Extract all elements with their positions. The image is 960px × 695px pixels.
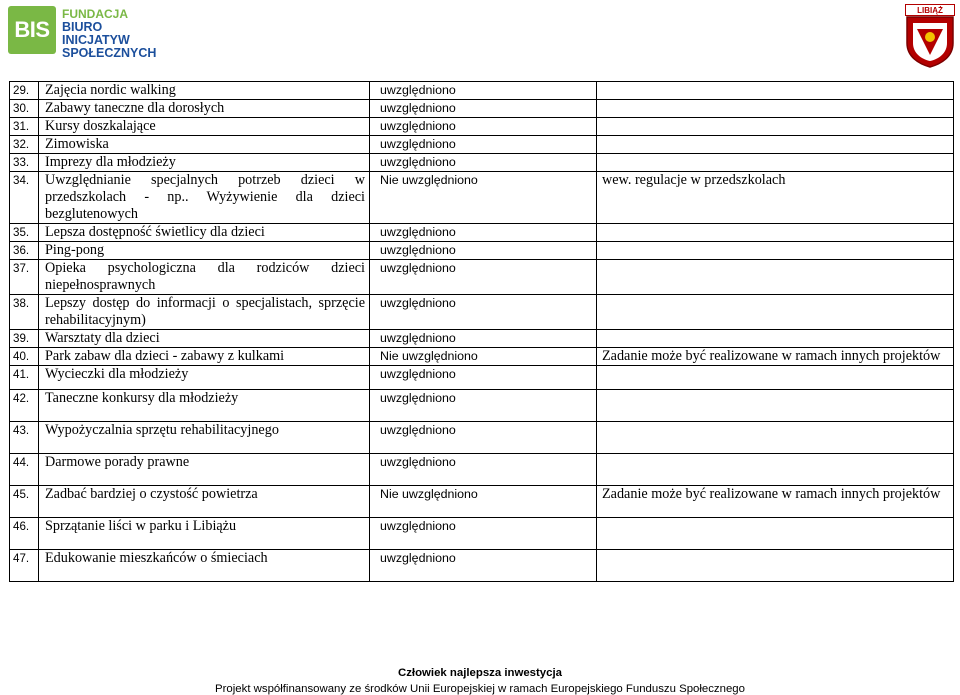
row-label: Opieka psychologiczna dla rodziców dzieci niepełnosprawnych — [39, 260, 370, 295]
row-status: uwzględniono — [370, 82, 597, 100]
table-row — [10, 422, 954, 454]
row-label: Lepszy dostęp do informacji o specjalistach, sprzęcie rehabilitacyjnym) — [39, 295, 370, 330]
row-note — [597, 100, 954, 118]
row-note — [597, 330, 954, 348]
row-note — [597, 366, 954, 390]
table-row — [10, 366, 954, 390]
row-status: uwzględniono — [370, 260, 597, 295]
row-status: Nie uwzględniono — [370, 348, 597, 366]
row-note — [597, 242, 954, 260]
row-label: Zimowiska — [39, 136, 370, 154]
row-number: 34. — [10, 172, 39, 224]
row-status: uwzględniono — [370, 100, 597, 118]
row-label: Lepsza dostępność świetlicy dla dzieci — [39, 224, 370, 242]
row-label: Warsztaty dla dzieci — [39, 330, 370, 348]
row-note — [597, 82, 954, 100]
table-row — [10, 224, 954, 242]
logo-line-2: BIURO INICJATYW — [62, 20, 130, 47]
row-number: 40. — [10, 348, 39, 366]
row-label: Taneczne konkursy dla młodzieży — [39, 390, 370, 422]
row-label: Zadbać bardziej o czystość powietrza — [39, 486, 370, 518]
row-number: 36. — [10, 242, 39, 260]
logo-line-3: SPOŁECZNYCH — [62, 46, 157, 60]
row-label: Sprzątanie liści w parku i Libiążu — [39, 518, 370, 550]
table-row — [10, 486, 954, 518]
table-row — [10, 242, 954, 260]
row-note — [597, 260, 954, 295]
row-status: uwzględniono — [370, 154, 597, 172]
row-label: Ping-pong — [39, 242, 370, 260]
row-status: uwzględniono — [370, 550, 597, 582]
bis-foundation-logo — [8, 6, 163, 60]
table-row — [10, 518, 954, 550]
row-number: 30. — [10, 100, 39, 118]
row-note: wew. regulacje w przedszkolach — [597, 172, 954, 224]
row-note: Zadanie może być realizowane w ramach innych projektów — [597, 348, 954, 366]
row-label: Zajęcia nordic walking — [39, 82, 370, 100]
proposals-table — [9, 81, 954, 582]
table-row — [10, 348, 954, 366]
row-number: 41. — [10, 366, 39, 390]
table-row — [10, 82, 954, 100]
row-label: Wycieczki dla młodzieży — [39, 366, 370, 390]
table-row — [10, 260, 954, 295]
row-note — [597, 550, 954, 582]
row-note: Zadanie może być realizowane w ramach innych projektów — [597, 486, 954, 518]
row-status: uwzględniono — [370, 454, 597, 486]
libiaz-crest-icon — [903, 4, 957, 68]
row-number: 33. — [10, 154, 39, 172]
crest-label: LIBIĄŻ — [905, 4, 955, 16]
row-status: uwzględniono — [370, 295, 597, 330]
table-row — [10, 550, 954, 582]
footer-slogan: Człowiek najlepsza inwestycja — [398, 667, 562, 679]
footer-funding-note: Projekt współfinansowany ze środków Unii Europejskiej w ramach Europejskiego Funduszu Społecznego — [215, 683, 745, 695]
row-status: uwzględniono — [370, 390, 597, 422]
row-label: Imprezy dla młodzieży — [39, 154, 370, 172]
row-label: Darmowe porady prawne — [39, 454, 370, 486]
table-row — [10, 136, 954, 154]
row-number: 35. — [10, 224, 39, 242]
row-label: Wypożyczalnia sprzętu rehabilitacyjnego — [39, 422, 370, 454]
row-status: uwzględniono — [370, 422, 597, 454]
row-number: 46. — [10, 518, 39, 550]
row-note — [597, 518, 954, 550]
row-number: 47. — [10, 550, 39, 582]
row-number: 31. — [10, 118, 39, 136]
table-row — [10, 390, 954, 422]
row-number: 39. — [10, 330, 39, 348]
row-note — [597, 118, 954, 136]
table-row — [10, 172, 954, 224]
logo-line-1: FUNDACJA — [62, 7, 128, 21]
row-number: 42. — [10, 390, 39, 422]
table-row — [10, 330, 954, 348]
table-row — [10, 454, 954, 486]
row-number: 38. — [10, 295, 39, 330]
row-note — [597, 154, 954, 172]
row-status: uwzględniono — [370, 330, 597, 348]
table-row — [10, 295, 954, 330]
row-status: uwzględniono — [370, 242, 597, 260]
row-number: 45. — [10, 486, 39, 518]
row-label: Uwzględnianie specjalnych potrzeb dzieci w przedszkolach - np.. Wyżywienie dla dzieci bezglutenowych — [39, 172, 370, 224]
table-row — [10, 118, 954, 136]
row-number: 44. — [10, 454, 39, 486]
row-number: 43. — [10, 422, 39, 454]
row-note — [597, 454, 954, 486]
row-label: Edukowanie mieszkańców o śmieciach — [39, 550, 370, 582]
row-number: 37. — [10, 260, 39, 295]
row-label: Zabawy taneczne dla dorosłych — [39, 100, 370, 118]
table-row — [10, 154, 954, 172]
row-status: uwzględniono — [370, 136, 597, 154]
row-status: uwzględniono — [370, 118, 597, 136]
row-note — [597, 295, 954, 330]
row-status: Nie uwzględniono — [370, 486, 597, 518]
row-number: 29. — [10, 82, 39, 100]
row-status: uwzględniono — [370, 224, 597, 242]
bis-badge: BIS — [8, 6, 56, 54]
row-number: 32. — [10, 136, 39, 154]
table-row — [10, 100, 954, 118]
row-label: Kursy doszkalające — [39, 118, 370, 136]
row-note — [597, 422, 954, 454]
row-note — [597, 224, 954, 242]
row-status: uwzględniono — [370, 366, 597, 390]
row-status: uwzględniono — [370, 518, 597, 550]
row-note — [597, 390, 954, 422]
row-label: Park zabaw dla dzieci - zabawy z kulkami — [39, 348, 370, 366]
row-status: Nie uwzględniono — [370, 172, 597, 224]
row-note — [597, 136, 954, 154]
